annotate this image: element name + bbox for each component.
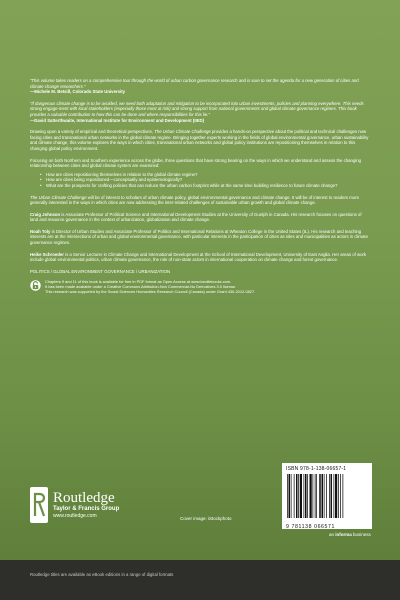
isbn-barcode: [282, 463, 372, 529]
informa-suffix: business: [351, 532, 371, 537]
open-access-notice: [30, 279, 370, 294]
description-text: provides a hands-on perspective about the political and technical challenges now facing cities and transnational urban networks in the global climate regime. Bringing together experts working in the fields of global environmental governance, urban sustainability and climate change, this volume explores the ways in which cities, transnational urban networks and global policy institutions are repositioning themselves in relation to this changing global policy environment.: [30, 129, 369, 151]
author-bio: [30, 229, 370, 246]
description-paragraph-3: [30, 195, 370, 206]
informa-brand: informa: [335, 532, 352, 537]
informa-business-note: [329, 532, 371, 537]
list-item: • How are cities repositioning themselves in relation to the global climate regime?: [40, 172, 370, 178]
routledge-r-icon: [30, 487, 48, 523]
barcode-icon: [286, 474, 368, 518]
endorsement-attribution-1: —Michele M. Betsill, Colorado State University: [30, 89, 126, 95]
description-text: will be of interest to scholars of urban climate policy, global environmental governance and climate change. It will be of interest to readers more generally interested in the ways in which cities are now addressing the inter-related challenges of sustainable urban growth and global climate change.: [30, 194, 360, 206]
author-bio: [30, 252, 370, 263]
endorsement-attribution-2: —David Satterthwaite, International Institute for Environment and Development (IIED): [30, 117, 205, 123]
author-name: Noah Toly: [30, 228, 51, 234]
informa-prefix: an: [329, 532, 336, 537]
author-name: Heike Schroeder: [30, 251, 64, 257]
publisher-logo: [30, 487, 119, 523]
endorsement-quote-2: “If dangerous climate change is to be avoided, we need both adaptation and mitigation to be incorporated into urban investments, policies and planning everywhere. This needs strong engage-ment with local stakeholders (especially those most at risk) and strong support from national governments and global climate governance regimes. This book provides a valuable contribution to how this can be done and where responsibilities for this lie.”: [30, 100, 364, 117]
list-item: • How are cities being repositioned—conceptually and epistemologically?: [40, 177, 370, 183]
open-access-line: It has been made available under a Creative Commons Attribution-Non Commercial-No Derivatives 3.0 license.: [45, 284, 237, 290]
subject-categories: POLITICS / GLOBAL ENVIRONMENT GOVERNANCE / URBANIZATION: [30, 268, 171, 274]
book-title-inline: The Urban Climate Challenge: [154, 129, 211, 135]
questions-list: [40, 172, 370, 189]
author-bio-text: is Associate Professor of Political Science and International Development Studies at the University of Guelph in Canada. His research focuses on questions of land and resource governance in the context of urbanization, globalization and climate change.: [30, 211, 362, 223]
open-access-text: [45, 279, 255, 294]
open-access-line: Chapters 9 and 11 of this book is available for free in PDF format as Open Access at www.tandfebooks.com.: [45, 279, 232, 285]
back-cover-text: [30, 78, 370, 294]
open-access-lock-icon: [30, 280, 41, 291]
open-access-line: This research was supported by the Social Sciences Humanities Research Council (Canada) under Grant 430-2012-0827.: [45, 289, 256, 295]
list-item: • What are the prospects for crafting policies that can reduce the urban carbon footprint while at the same time building resilience to future climate change?: [40, 183, 370, 189]
cover-image-credit: Cover image: iStockphoto: [180, 516, 232, 521]
endorsement-quote-1: “This volume takes readers on a comprehensive tour through the world of urban carbon governance research and is sure to set the agenda for a new generation of cities and climate change researchers.”: [30, 78, 359, 89]
isbn-label: ISBN 978-1-138-06657-1: [286, 466, 347, 472]
author-bio-text: is a Senior Lecturer in Climate Change and International Development at the School of International Development, University of East Anglia. Her areas of work include global environmental politics, urban climate governance, the role of non-state actors in international cooperation on climate change and forest governance.: [30, 251, 367, 263]
description-paragraph-1: [30, 129, 370, 151]
author-bio: [30, 212, 370, 223]
publisher-name: Routledge: [53, 490, 115, 506]
author-name: Craig Johnson: [30, 211, 61, 217]
description-text: Drawing upon a variety of empirical and theoretical perspectives,: [30, 129, 155, 135]
publisher-group: Taylor & Francis Group: [53, 506, 120, 512]
description-paragraph-2: Focusing on both Northern and Southern experience across the globe, three questions that have strong bearing on the ways in which we understand and assess the changing relationship between cities and global climate system are examined:: [30, 157, 362, 169]
publisher-url: www.routledge.com: [53, 513, 97, 519]
author-bio-text: is Director of Urban Studies and Associate Professor of Politics and International Relations at Wheaton College in the United States (IL). His research and teaching interests are at the intersections of urban and global environmental governance, with particular interests in the participation of cities as sites and municipalities as actors in climate governance regimes.: [30, 228, 368, 246]
book-title-inline: The Urban Climate Challenge: [30, 194, 87, 200]
barcode-digits: 9 781138 066571: [286, 524, 336, 530]
ebook-note: Routledge titles are available as eBook editions in a range of digital formats: [30, 572, 174, 577]
